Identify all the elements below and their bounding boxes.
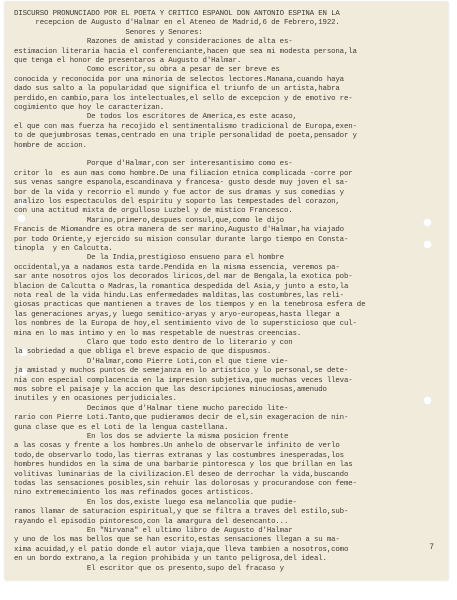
text-line: la sobriedad a que obliga el breve espacio de que dispusmos. (14, 348, 272, 357)
text-line: todo,de observarlo todo,las tierras extranas y las costumbres inesperadas,los (14, 451, 344, 460)
text-line: que tenga el honor de presentaros a Augusto d'Halmar. (14, 57, 242, 65)
text-line: tinopla y en Calcutta. (14, 245, 113, 253)
text-line: blacion de Calcutta o Madras,la romantica despedida del Asia,y junto a esto,la (14, 282, 349, 291)
text-line: guna clase que es el Loti de la lengua castellana. (14, 423, 229, 432)
text-line: Razones de amistad y consideraciones de alta es- (14, 38, 293, 47)
text-line: hombre de accion. (14, 141, 87, 150)
text-line: conocida y reconocida por una minoria de selectos lectores.Manana,cuando haya (14, 75, 344, 84)
text-line: todas las sensaciones posibles,sin rehuir las dolorosas y procurandose con feme- (14, 480, 357, 488)
text-line: los nombres de la Europa de hoy,el sentimiento vivo de lo supersticioso que cul- (14, 320, 357, 329)
text-line: hombres hundidos en la sima de una barbarie pintoresca y los que brillan en las (14, 461, 353, 470)
text-line: Claro que todo esto dentro de lo literario y con (14, 339, 293, 347)
text-line: De todos los escritores de America,es este acaso, (14, 113, 297, 122)
text-line: rario con Pierre Loti.Tanto,que pudieramos decir de el,sin exageracion de nin- (14, 414, 349, 423)
text-line: Francis de Miomandre es otra manera de ser marino,Augusto d'Halmar,ha viajado (14, 226, 344, 235)
text-line: inutiles y en ocasiones perjudiciales. (14, 395, 177, 404)
text-line: mos sobre el paisaje y la accion que las descripciones minuciosas,amenudo (14, 386, 327, 394)
text-line: perdido,en cambio,para los intelectuales,el sello de excepcion y de emotivo re- (14, 94, 353, 103)
text-line: DISCURSO PRONUNCIADO POR EL POETA Y CRITICO ESPANOL DON ANTONIO ESPINA EN LA (14, 10, 340, 18)
text-line: nia con especial complacencia en la impresion subjetiva,que muchas veces lleva- (14, 376, 353, 385)
text-line: bor de la vida y recorrio el mundo y fue actor de sus dramas y sus comedias y (14, 188, 344, 197)
text-line: sar ante nosotros ojos los decorados liricos,del mar de Bengala,la exotica pob- (14, 273, 353, 282)
text-line: De la India,prestigioso ensueno para el hombre (14, 254, 284, 263)
text-line: cogimiento que hoy le caracterizan. (14, 104, 164, 112)
text-line: por todo Oriente,y ejercido su mision consular durante largo tiempo en Consta- (14, 235, 349, 244)
text-line: con una actitud mixta de orgulloso Luzbel y de mistico Francesco. (14, 207, 293, 216)
text-line: las generaciones aryas,y luego semitico-aryas y aryo-europeas,hasta llegar a (14, 310, 340, 319)
text-line: en un bordo extrano,a la region prohibida y un tanto peligrosa,del ideal. (14, 555, 327, 564)
text-line: estimacion literaria hacia el conferenciante,hacen que sea mi modesta persona,la (14, 47, 357, 56)
text-line: occidental,ya a nadamos esta tarde.Pendida en la misma essencia, veremos pa- (14, 263, 340, 272)
text-line: Como escritor,su obra a pesar de ser breve es (14, 66, 280, 75)
text-line: mina en lo mas intimo y en lo mas respetable de nuestras creencias. (14, 329, 302, 338)
text-line: nino extremecimiento los mas refinados goces artisticos. (14, 489, 254, 498)
text-line: Senores y Senores: (14, 28, 203, 37)
text-line: volitivas luminarias de la civilizacion.El deseo de derrochar la vida,buscando (14, 470, 349, 479)
text-line: sus venas sangre espanola,escandinava y francesa- gusto desde muy joven el sa- (14, 179, 349, 188)
page-number: 7 (429, 543, 434, 552)
text-line: recepcion de Augusto d'Halmar en el Ateneo de Madrid,6 de Febrero,1922. (14, 19, 340, 28)
text-line: giosas practicas que mantienen a traves de los tiempos y en la tenebrosa esfera de (14, 301, 366, 310)
document-page (5, 2, 448, 580)
text-line: D'Halmar,como Pierre Loti,con el que tiene vie- (14, 357, 289, 366)
text-line: a las cosas y frente a los hombres.Un anhelo de observarle infinito de verlo (14, 442, 340, 451)
text-line: El escritor que os presento,supo del fracaso y (14, 564, 284, 573)
text-line: Marino,primero,despues consul,que,como le dijo (14, 216, 284, 225)
text-line: Porque d'Halmar,con ser interesantisimo como es- (14, 160, 293, 169)
text-line: Decimos que d'Halmar tiene mucho parecido lite- (14, 404, 289, 413)
text-line: rayando el episodio pintoresco,con la amargura del desencanto... (14, 517, 289, 526)
text-line: analizo los espectaculos del espiritu y soporto las tempestades del corazon, (14, 198, 340, 206)
text-line: nota real de la vida hindu.Las enfermedades malditas,las costumbres,las reli- (14, 292, 344, 300)
text-line: dado sus salto a la popularidad que significa el triunfo de un artista,habra (14, 85, 340, 94)
text-line: el que con mas fuerza ha recojido el sentimentalismo tradicional de Europa,exen- (14, 122, 357, 131)
text-line: En los dos,existe luego esa melancolia que pudie- (14, 498, 297, 507)
text-line: to de quejumbrosas temas,centrado en una triple personalidad de poeta,pensador y (14, 132, 357, 141)
text-line: ramos llamar de saturacion espiritual,y que se filtra a traves del estilo,sub- (14, 508, 349, 517)
text-line: En los dos se advierte la misma posicion frente (14, 433, 289, 441)
text-line: xima acuidad,y el patio donde el autor viaja,que lleva tambien a nosotros,como (14, 545, 349, 554)
text-line: critor lo es aun mas como hombre.De una filiacion etnica complicada -corre por (14, 169, 353, 178)
text-line: En "Nirvana" el ultimo libro de Augusto d'Halmar (14, 527, 293, 535)
text-line: y uno de los mas bellos que se han escrito,estas sensaciones llegan a su ma- (14, 536, 340, 545)
text-line: ja amistad y muchos puntos de semejanza en lo artistico y lo personal,se dete- (14, 367, 349, 376)
